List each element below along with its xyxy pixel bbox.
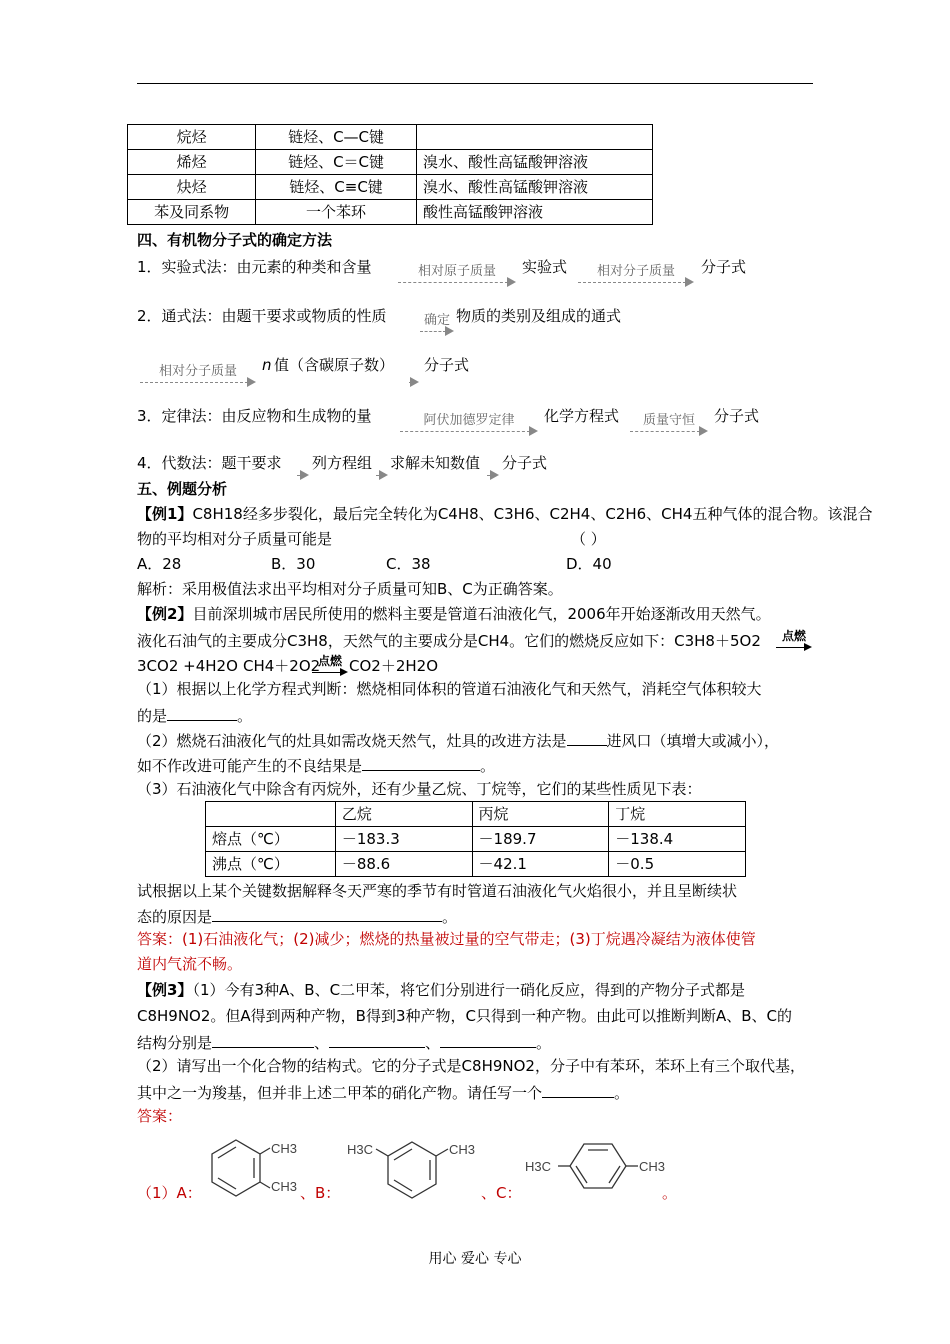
svg-text:CH3: CH3 bbox=[449, 1142, 476, 1157]
ex1-option-b: B．30 bbox=[271, 555, 316, 573]
table-cell: 一个苯环 bbox=[256, 200, 417, 225]
method2-text: 2．通式法：由题干要求或物质的性质 bbox=[137, 307, 387, 325]
svg-text:CH3: CH3 bbox=[639, 1159, 666, 1174]
table-header-row bbox=[206, 802, 746, 827]
ex3-line4: （2）请写出一个化合物的结构式。它的分子式是C8H9NO2，分子中有苯环，苯环上有三个取代基， bbox=[137, 1057, 805, 1075]
table-row bbox=[128, 125, 653, 150]
method2-arrow3 bbox=[409, 365, 419, 391]
table-cell: 溴水、酸性高锰酸钾溶液 bbox=[416, 175, 652, 200]
table-cell: 烷烃 bbox=[128, 125, 256, 150]
page-footer: 用心 爱心 专心 bbox=[428, 1251, 522, 1267]
table-cell: 苯及同系物 bbox=[128, 200, 256, 225]
svg-text:H3C: H3C bbox=[347, 1142, 374, 1157]
table-cell: 链烃、C≡C键 bbox=[256, 175, 417, 200]
table-cell: －183.3 bbox=[335, 827, 472, 852]
table-cell: －0.5 bbox=[609, 852, 746, 877]
table-cell: －88.6 bbox=[335, 852, 472, 877]
ex2-line2: 液化石油气的主要成分C3H8，天然气的主要成分是CH4。它们的燃烧反应如下：C3H8＋5O2 bbox=[137, 632, 761, 650]
ex1-line2: 物的平均相对分子质量可能是 bbox=[137, 530, 333, 548]
method2-arrow1: 确定 bbox=[420, 314, 454, 340]
method4-equations: 列方程组 bbox=[312, 454, 373, 472]
table-cell: －42.1 bbox=[472, 852, 609, 877]
method3-result: 分子式 bbox=[714, 407, 760, 425]
table-header-cell: 丁烷 bbox=[609, 802, 746, 827]
method1-result: 分子式 bbox=[701, 258, 747, 276]
ex2-q1-line2: 的是 。 bbox=[137, 704, 252, 726]
ex2-answer-line1: 答案：(1)石油液化气；(2)减少；燃烧的热量被过量的空气带走；(3)丁烷遇冷凝结为液体使管 bbox=[137, 930, 756, 948]
ex3-line3: 结构分别是 、 、 。 bbox=[137, 1031, 551, 1053]
method1-text: 1．实验式法：由元素的种类和含量 bbox=[137, 258, 372, 276]
table-row bbox=[206, 852, 746, 877]
ex3-line5: 其中之一为羧基，但并非上述二甲苯的硝化产物。请任写一个 。 bbox=[137, 1081, 629, 1103]
svg-text:H3C: H3C bbox=[525, 1159, 552, 1174]
table-row bbox=[128, 200, 653, 225]
ex3-line2: C8H9NO2。但A得到两种产物，B得到3种产物，C只得到一种产物。由此可以推断判断A、B、C的 bbox=[137, 1007, 793, 1025]
alkane-properties-table bbox=[205, 801, 746, 877]
table-cell: 酸性高锰酸钾溶液 bbox=[416, 200, 652, 225]
method2-result: 分子式 bbox=[424, 356, 470, 374]
ex1-line1: 【例1】C8H18经多步裂化，最后完全转化为C4H8、C3H6、C2H4、C2H6、CH4五种气体的混合物。该混合 bbox=[137, 505, 873, 523]
ex1-answer-paren: （ ） bbox=[571, 530, 606, 548]
ex3-answer-end: 。 bbox=[662, 1184, 678, 1202]
ex3-answer-a: （1）A： bbox=[137, 1184, 202, 1202]
method4-arrow2 bbox=[376, 458, 388, 484]
section4-title: 四、有机物分子式的确定方法 bbox=[137, 231, 333, 249]
ex3-line1: 【例3】（1）今有3种A、B、C二甲苯，将它们分别进行一硝化反应，得到的产物分子式都是 bbox=[137, 981, 746, 999]
method1-arrow1: 相对原子质量 bbox=[398, 265, 516, 291]
ex3-answer-c: 、C： bbox=[481, 1184, 522, 1202]
ex2-q2-line1: （2）燃烧石油液化气的灶具如需改烧天然气，灶具的改进方法是 进风口（填增大或减小）， bbox=[137, 729, 779, 751]
table-header-cell: 丙烷 bbox=[472, 802, 609, 827]
ex2-line1: 【例2】目前深圳城市居民所使用的燃料主要是管道石油液化气，2006年开始逐渐改用天然气。 bbox=[137, 605, 771, 623]
table-cell: 沸点（℃） bbox=[206, 852, 336, 877]
ex3-answer-b: 、B： bbox=[300, 1184, 341, 1202]
table-cell bbox=[416, 125, 652, 150]
table-header-cell bbox=[206, 802, 336, 827]
svg-text:CH3: CH3 bbox=[271, 1141, 298, 1156]
ex1-analysis: 解析：采用极值法求出平均相对分子质量可知B、C为正确答案。 bbox=[137, 580, 563, 598]
method4-result: 分子式 bbox=[502, 454, 548, 472]
table-cell: －138.4 bbox=[609, 827, 746, 852]
ex2-q2-line2: 如不作改进可能产生的不良结果是 。 bbox=[137, 754, 495, 776]
ex2-line3a: 3CO2 +4H2O bbox=[137, 657, 238, 675]
hydrocarbon-table bbox=[127, 124, 653, 225]
method2-arrow2: 相对分子质量 bbox=[140, 365, 256, 391]
header-rule bbox=[137, 83, 813, 84]
svg-text:CH3: CH3 bbox=[271, 1179, 298, 1194]
table-cell: 炔烃 bbox=[128, 175, 256, 200]
method2-n: n bbox=[262, 356, 272, 374]
table-cell: 烯烃 bbox=[128, 150, 256, 175]
table-cell: 溴水、酸性高锰酸钾溶液 bbox=[416, 150, 652, 175]
meta-xylene-structure bbox=[344, 1128, 484, 1208]
method4-arrow1 bbox=[297, 458, 309, 484]
method2-formula: 物质的类别及组成的通式 bbox=[456, 307, 622, 325]
para-xylene-structure bbox=[522, 1140, 672, 1200]
ex1-option-c: C．38 bbox=[386, 555, 431, 573]
method4-arrow3 bbox=[487, 458, 499, 484]
table-cell: －189.7 bbox=[472, 827, 609, 852]
ex1-option-d: D．40 bbox=[566, 555, 612, 573]
method3-arrow1: 阿伏加德罗定律 bbox=[400, 414, 538, 440]
table-cell: 熔点（℃） bbox=[206, 827, 336, 852]
ex2-q1-line1: （1）根据以上化学方程式判断：燃烧相同体积的管道石油液化气和天然气，消耗空气体积较大 bbox=[137, 680, 762, 698]
table-row bbox=[128, 150, 653, 175]
ex2-line3b: CH4＋2O2 bbox=[243, 657, 321, 675]
method3-arrow2: 质量守恒 bbox=[630, 414, 708, 440]
table-row bbox=[206, 827, 746, 852]
ex1-option-a: A．28 bbox=[137, 555, 182, 573]
ex2-q3-line3: 态的原因是 。 bbox=[137, 905, 457, 927]
ex2-arrow2: 点燃 bbox=[312, 666, 348, 680]
table-header-cell: 乙烷 bbox=[335, 802, 472, 827]
ex2-line3c: CO2＋2H2O bbox=[349, 657, 438, 675]
ex2-q3-line2: 试根据以上某个关键数据解释冬天严寒的季节有时管道石油液化气火焰很小，并且呈断续状 bbox=[137, 882, 738, 900]
ex3-answer-label: 答案： bbox=[137, 1107, 183, 1125]
method3-text: 3．定律法：由反应物和生成物的量 bbox=[137, 407, 372, 425]
method4-text: 4．代数法：题干要求 bbox=[137, 454, 282, 472]
method3-equation: 化学方程式 bbox=[544, 407, 620, 425]
section5-title: 五、例题分析 bbox=[137, 480, 228, 498]
method1-arrow2: 相对分子质量 bbox=[578, 265, 694, 291]
method4-solve: 求解未知数值 bbox=[390, 454, 481, 472]
method2-nvalue: 值（含碳原子数） bbox=[274, 356, 395, 374]
ortho-xylene-structure bbox=[200, 1128, 300, 1208]
table-cell: 链烃、C—C键 bbox=[256, 125, 417, 150]
ex2-q3: （3）石油液化气中除含有丙烷外，还有少量乙烷、丁烷等，它们的某些性质见下表： bbox=[137, 780, 702, 798]
table-row bbox=[128, 175, 653, 200]
ex2-answer-line2: 道内气流不畅。 bbox=[137, 955, 243, 973]
table-cell: 链烃、C＝C键 bbox=[256, 150, 417, 175]
method1-empirical: 实验式 bbox=[522, 258, 568, 276]
ex2-arrow1: 点燃 bbox=[776, 641, 812, 655]
